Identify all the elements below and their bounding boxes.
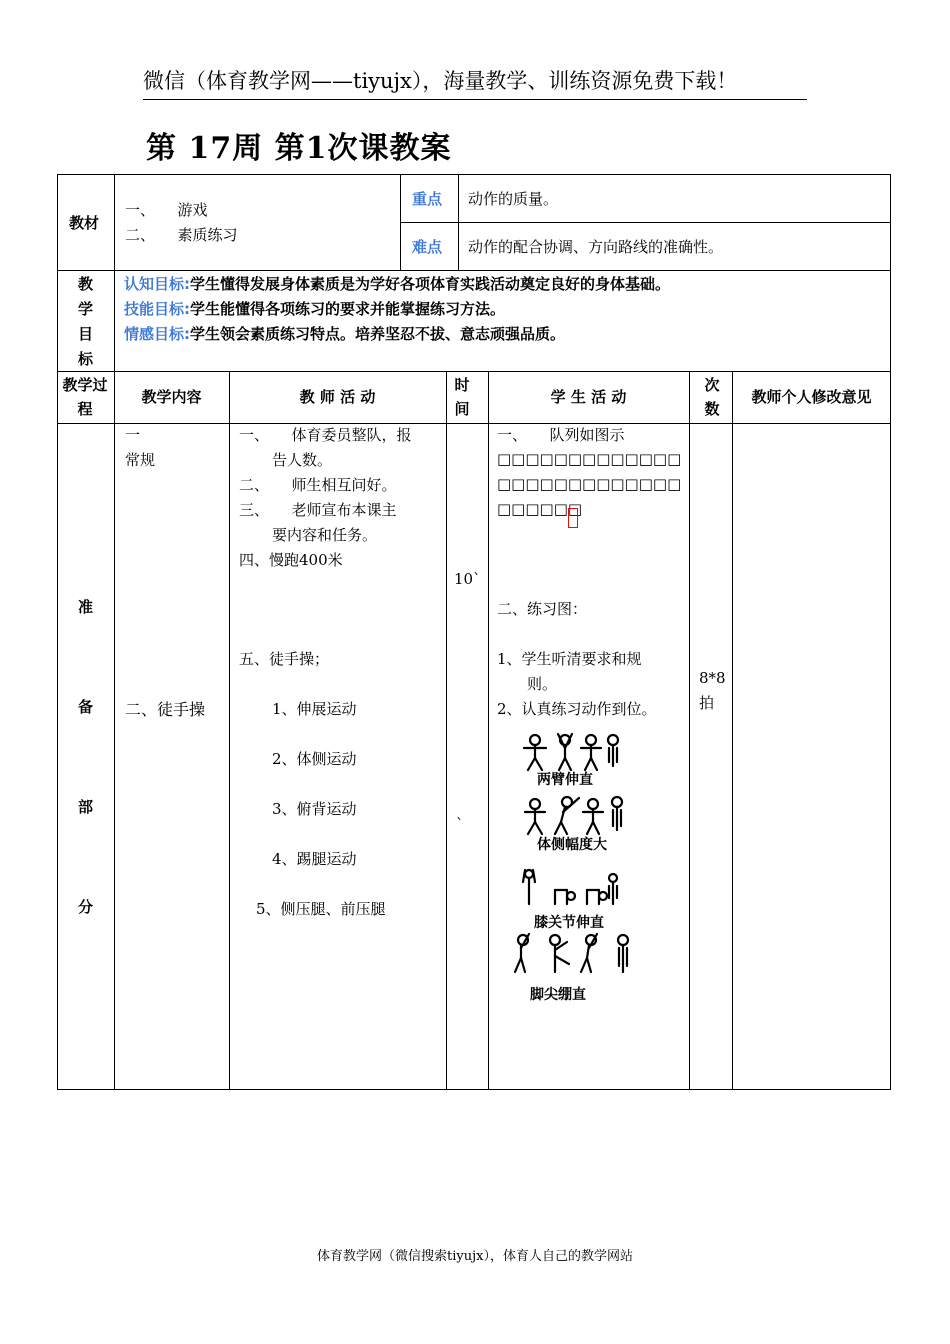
col-count: 次数 [704, 376, 720, 418]
figure-knee-4 [609, 874, 617, 904]
teacher-line-5: 要内容和任务。 [272, 526, 378, 544]
col-process: 教学过程 [62, 376, 108, 418]
teacher-line-9: 2、体侧运动 [272, 750, 357, 768]
formation-placeholder: □□□□□□□□□□□□□□□□□□□□□□□□□□□□□□□□ [497, 450, 682, 518]
goals-label-char-4: 标 [78, 350, 94, 368]
teacher-line-7: 五、徒手操； [239, 650, 330, 668]
teacher-line-3: 二、 师生相互问好。 [239, 476, 397, 494]
figure-knee-1 [523, 870, 535, 904]
lesson-table [57, 371, 891, 1090]
count-unit: 拍 [699, 694, 715, 712]
student-line-3: 1、学生听清要求和规 [497, 650, 642, 668]
section-char-3: 部 [78, 798, 94, 816]
student-line-1: 一、 队列如图示 [497, 426, 625, 444]
figure-caption-4: 脚尖绷直 [530, 987, 586, 1003]
skill-goal-label: 技能目标: [124, 300, 190, 318]
figure-kick-4 [618, 935, 628, 972]
teacher-line-6: 四、慢跑400米 [239, 551, 343, 569]
emotion-goal [124, 322, 565, 347]
time-mark: ` [456, 815, 464, 833]
teacher-line-2: 告人数。 [272, 451, 333, 469]
page-header: 微信（体育教学网——tiyujx），海量教学、训练资源免费下载！ [143, 64, 807, 100]
skill-goal [124, 297, 505, 322]
col-teacher: 教 师 活 动 [299, 388, 376, 406]
page-title: 第 17周 第1次课教案 [146, 131, 452, 166]
material-item-1: 一、 游戏 [125, 201, 208, 219]
cognitive-goal-label: 认知目标: [124, 275, 190, 293]
teacher-position-icon [568, 508, 578, 528]
teacher-line-8: 1、伸展运动 [272, 700, 357, 718]
key-point-label: 重点 [412, 190, 443, 208]
figure-kick-2 [550, 935, 569, 972]
figure-caption-3: 膝关节伸直 [534, 915, 604, 931]
col-time: 时间 [454, 376, 470, 418]
section-char-1: 准 [78, 598, 94, 616]
section-char-4: 分 [78, 898, 94, 916]
figure-caption-1: 两臂伸直 [537, 772, 593, 788]
student-line-2: 二、练习图： [497, 600, 588, 618]
emotion-goal-label: 情感目标: [124, 325, 190, 343]
col-student: 学 生 活 动 [550, 388, 627, 406]
difficulty-label: 难点 [412, 238, 443, 256]
skill-goal-text: 学生能懂得各项练习的要求并能掌握练习方法。 [190, 300, 506, 318]
figure-arms-2 [558, 734, 572, 770]
cognitive-goal-text: 学生懂得发展身体素质是为学好各项体育实践活动奠定良好的身体基础。 [190, 275, 671, 293]
student-line-5: 2、认真练习动作到位。 [497, 700, 657, 718]
figure-kick-3 [581, 934, 597, 972]
figure-knee-3 [587, 890, 607, 904]
page-footer: 体育教学网（微信搜索tiyujx），体育人自己的教学网站 [317, 1249, 633, 1264]
figure-arms-3 [581, 735, 601, 770]
figure-caption-2: 体侧幅度大 [537, 837, 607, 853]
col-notes: 教师个人修改意见 [751, 388, 872, 406]
content-1-num: 一 [125, 426, 141, 444]
material-item-2: 二、 素质练习 [125, 226, 238, 244]
teacher-line-11: 4、踢腿运动 [272, 850, 357, 868]
emotion-goal-text: 学生领会素质练习特点。培养坚忍不拔、意志顽强品质。 [190, 325, 566, 343]
col-content: 教学内容 [141, 388, 202, 406]
figure-knee-2 [555, 890, 575, 904]
section-char-2: 备 [78, 698, 94, 716]
goals-label-char-1: 教 [78, 275, 94, 293]
teacher-line-4: 三、 老师宣布本课主 [239, 501, 397, 519]
figure-arms-4 [608, 735, 618, 766]
figure-arms-1 [524, 735, 546, 770]
figure-side-4 [612, 797, 622, 830]
content-2-text: 二、徒手操 [125, 700, 206, 719]
figure-kick-1 [515, 934, 529, 972]
teacher-line-10: 3、俯背运动 [272, 800, 357, 818]
key-point-text: 动作的质量。 [468, 190, 559, 208]
figure-side-2 [555, 797, 579, 834]
teacher-line-12: 5、侧压腿、前压腿 [256, 900, 386, 918]
teacher-line-1: 一、 体育委员整队，报 [239, 426, 412, 444]
student-line-4: 则。 [527, 675, 558, 693]
material-label: 教材 [69, 214, 100, 232]
cognitive-goal [124, 272, 670, 297]
goals-label-char-2: 学 [78, 300, 94, 318]
count-value: 8*8 [699, 669, 726, 687]
content-1-text: 常规 [125, 451, 156, 469]
figure-side-3 [583, 799, 603, 834]
goals-label-char-3: 目 [78, 325, 94, 343]
figure-side-1 [525, 799, 545, 834]
time-value: 10` [454, 570, 481, 588]
difficulty-text: 动作的配合协调、方向路线的准确性。 [468, 238, 724, 256]
